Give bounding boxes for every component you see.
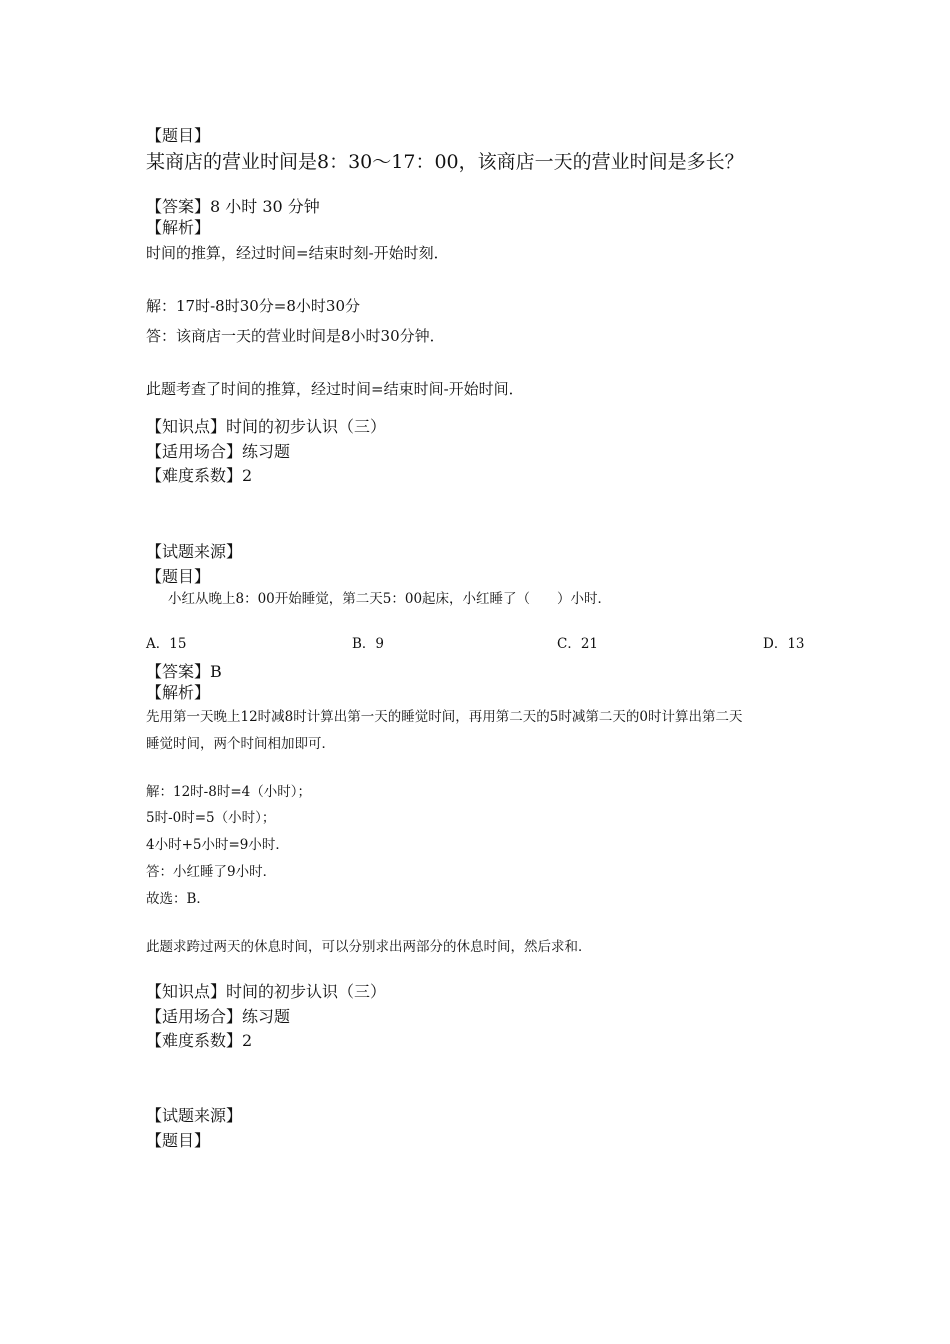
q2-comment: 此题求跨过两天的休息时间，可以分别求出两部分的休息时间，然后求和． [146,939,592,955]
q2-solution-line-2: 5时-0时=5（小时）； [146,810,276,826]
q2-solution-line-1: 解：12时-8时=4（小时）； [146,784,311,800]
q1-solution-line-1: 解：17时-8时30分=8小时30分 [146,297,360,315]
q2-analysis-tag: 【解析】 [146,683,211,702]
q2-scenario: 【适用场合】练习题 [146,1007,291,1026]
q2-knowledge-point: 【知识点】时间的初步认识（三） [146,982,387,1001]
q1-answer: 【答案】8 小时 30 分钟 [146,197,320,216]
q1-difficulty: 【难度系数】2 [146,466,253,485]
q2-analysis-line-2: 睡觉时间，两个时间相加即可． [146,736,335,752]
q2-solution-line-3: 4小时+5小时=9小时． [146,837,289,853]
q2-question-tag: 【题目】 [146,567,211,586]
q2-option-d: D．13 [763,636,805,652]
q1-question-text: 某商店的营业时间是8：30～17：00，该商店一天的营业时间是多长？ [146,151,744,173]
q2-answer: 【答案】B [146,662,222,681]
q1-scenario: 【适用场合】练习题 [146,442,291,461]
q2-difficulty: 【难度系数】2 [146,1031,253,1050]
q2-question-text: 小红从晚上8：00开始睡觉，第二天5：00起床，小红睡了（ ）小时． [168,591,612,607]
q1-analysis-tag: 【解析】 [146,218,211,237]
q2-solution-line-4: 答：小红睡了9小时． [146,864,277,880]
q2-option-c: C．21 [557,636,599,652]
q2-option-b: B．9 [352,636,385,652]
q2-source: 【试题来源】 [146,542,243,561]
q1-knowledge-point: 【知识点】时间的初步认识（三） [146,417,387,436]
q3-source: 【试题来源】 [146,1106,243,1125]
q1-analysis-text: 时间的推算，经过时间=结束时刻-开始时刻． [146,244,449,262]
q1-solution-line-2: 答：该商店一天的营业时间是8小时30分钟． [146,327,445,345]
q1-comment: 此题考查了时间的推算，经过时间=结束时间-开始时间． [146,380,524,398]
q2-analysis-line-1: 先用第一天晚上12时减8时计算出第一天的睡觉时间，再用第二天的5时减第二天的0时计算出第二天 [146,709,743,725]
q2-option-a: A．15 [146,636,187,652]
q2-solution-line-5: 故选：B． [146,891,210,907]
q3-question-tag: 【题目】 [146,1131,211,1150]
q1-question-tag: 【题目】 [146,126,211,145]
